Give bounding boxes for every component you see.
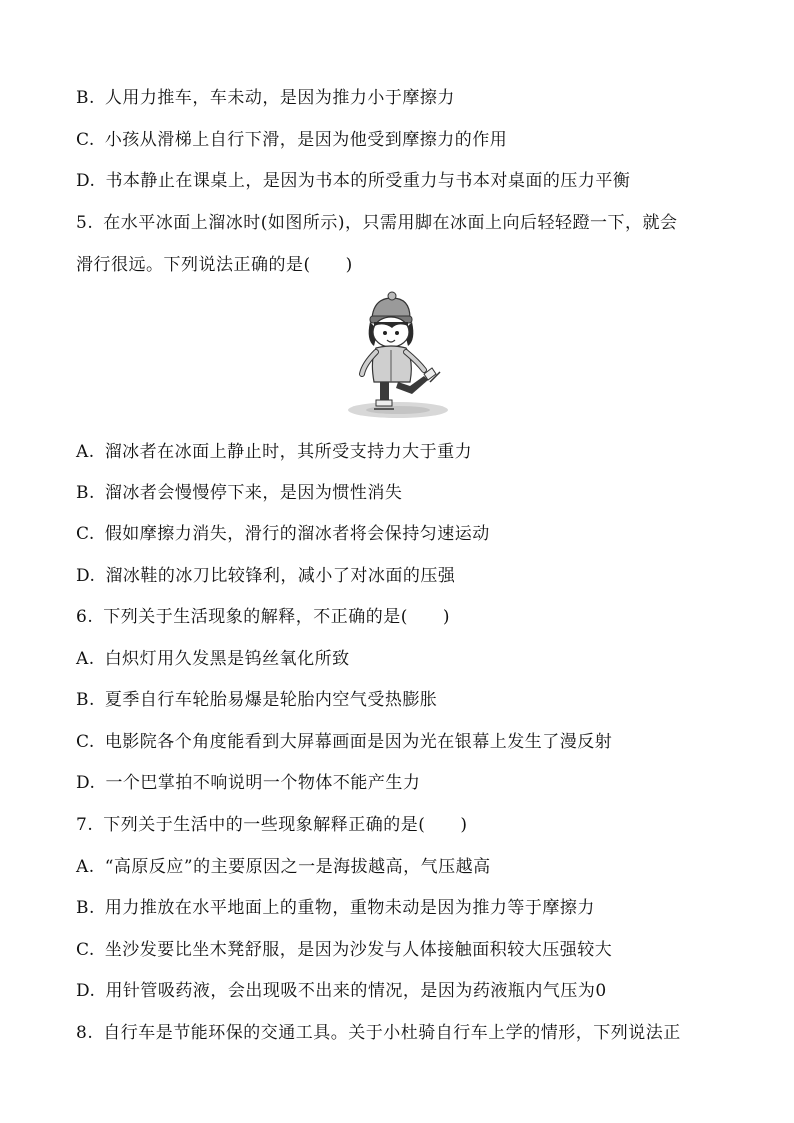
q6-stem — [76, 605, 736, 629]
q5-stem-cont — [76, 253, 736, 277]
option-letter: B. — [76, 898, 95, 918]
option-letter: B. — [76, 690, 95, 710]
q7-option-a — [76, 855, 736, 879]
option-letter: C. — [76, 732, 95, 752]
question-text: 滑行很远。下列说法正确的是( ) — [76, 255, 353, 275]
option-text: 溜冰鞋的冰刀比较锋利，减小了对冰面的压强 — [105, 566, 456, 586]
question-number: 8. — [76, 1023, 94, 1043]
question-text: 自行车是节能环保的交通工具。关于小杜骑自行车上学的情形，下列说法正 — [103, 1023, 681, 1043]
option-text: 白炽灯用久发黑是钨丝氧化所致 — [104, 649, 350, 669]
q7-stem — [76, 813, 736, 837]
option-text: 人用力推车，车未动，是因为推力小于摩擦力 — [104, 88, 455, 108]
option-letter: D. — [76, 566, 96, 586]
option-text: “高原反应”的主要原因之一是海拔越高，气压越高 — [104, 857, 491, 877]
option-letter: A. — [76, 857, 95, 877]
option-letter: D. — [76, 171, 96, 191]
q8-stem — [76, 1021, 736, 1045]
option-text: 一个巴掌拍不响说明一个物体不能产生力 — [105, 773, 421, 793]
question-text: 在水平冰面上溜冰时(如图所示)，只需用脚在冰面上向后轻轻蹬一下，就会 — [103, 213, 678, 233]
option-text: 假如摩擦力消失，滑行的溜冰者将会保持匀速运动 — [104, 524, 490, 544]
q5-option-d — [76, 564, 736, 588]
option-letter: C. — [76, 524, 95, 544]
q7-option-c — [76, 938, 736, 962]
q6-option-a — [76, 647, 736, 671]
q4-option-b — [76, 86, 736, 110]
q6-option-d — [76, 771, 736, 795]
question-number: 7. — [76, 815, 94, 835]
question-number: 6. — [76, 607, 94, 627]
q7-option-b — [76, 896, 736, 920]
option-letter: A. — [76, 649, 95, 669]
option-text: 用力推放在水平地面上的重物，重物未动是因为推力等于摩擦力 — [104, 898, 595, 918]
option-text: 坐沙发要比坐木凳舒服，是因为沙发与人体接触面积较大压强较大 — [104, 940, 613, 960]
question-text: 下列关于生活现象的解释，不正确的是( ) — [103, 607, 450, 627]
option-letter: B. — [76, 483, 95, 503]
option-letter: C. — [76, 940, 95, 960]
q4-option-c — [76, 128, 736, 152]
q5-option-a — [76, 440, 736, 464]
option-text: 小孩从滑梯上自行下滑，是因为他受到摩擦力的作用 — [104, 130, 508, 150]
q5-option-b — [76, 481, 736, 505]
q7-option-d — [76, 979, 736, 1003]
option-letter: A. — [76, 442, 95, 462]
option-letter: B. — [76, 88, 95, 108]
option-text: 夏季自行车轮胎易爆是轮胎内空气受热膨胀 — [104, 690, 438, 710]
question-text: 下列关于生活中的一些现象解释正确的是( ) — [103, 815, 468, 835]
option-text: 溜冰者在冰面上静止时，其所受支持力大于重力 — [104, 442, 473, 462]
q6-option-b — [76, 688, 736, 712]
option-text: 用针管吸药液，会出现吸不出来的情况，是因为药液瓶内气压为0 — [105, 981, 607, 1001]
ice-skater-icon — [340, 290, 450, 420]
option-letter: D. — [76, 981, 96, 1001]
q5-stem — [76, 211, 736, 235]
q4-option-d — [76, 169, 736, 193]
option-text: 溜冰者会慢慢停下来，是因为惯性消失 — [104, 483, 403, 503]
option-text: 电影院各个角度能看到大屏幕画面是因为光在银幕上发生了漫反射 — [104, 732, 613, 752]
option-letter: C. — [76, 130, 95, 150]
option-text: 书本静止在课桌上，是因为书本的所受重力与书本对桌面的压力平衡 — [105, 171, 631, 191]
q6-option-c — [76, 730, 736, 754]
option-letter: D. — [76, 773, 96, 793]
question-number: 5. — [76, 213, 94, 233]
q5-option-c — [76, 522, 736, 546]
